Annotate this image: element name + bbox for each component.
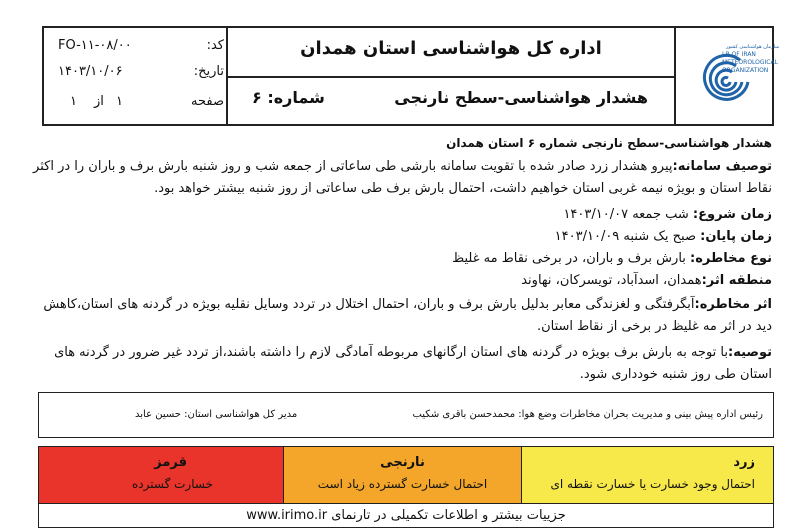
advice-text: با توجه به بارش برف بویژه در گردنه های استان ارگانهای مربوطه آمادگی لازم را داشته باشند،از تردد غیر ضرور در گردنه های استان طی روز شنبه خودداری شود. [54, 345, 772, 382]
hazard-type [27, 248, 772, 270]
impact-label: اثر مخاطره: [694, 297, 772, 312]
svg-text:سازمان هواشناسی کشور: سازمان هواشناسی کشور [726, 44, 780, 50]
advice [27, 342, 772, 386]
page-total: ۱ [70, 94, 77, 109]
legend-yellow-title: زرد [733, 455, 755, 470]
warning-number: شماره: ۶ [252, 88, 325, 107]
end-label: زمان پایان: [700, 229, 772, 244]
date-value: ۱۴۰۳/۱۰/۰۶ [58, 64, 123, 79]
code-label: کد: [206, 38, 224, 53]
page-current: ۱ [116, 94, 123, 109]
legend-yellow [521, 447, 773, 503]
page-label: صفحه [191, 94, 224, 109]
svg-text:ORGANIZATION: ORGANIZATION [722, 67, 769, 74]
impact-area [27, 270, 772, 292]
area-label: منطقه اثر: [701, 273, 772, 288]
start-time [27, 204, 772, 226]
signatures-box [38, 392, 774, 438]
meta-cell [44, 28, 230, 124]
desc-text: پیرو هشدار زرد صادر شده با تقویت سامانه بارشی طی ساعاتی از جمعه شب و روز شنبه بارش برف و باران را در اکثر نقاط استان و بویژه نیمه غربی استان خواهیم داشت، احتمال بارش برف طی ساعاتی از روز شنبه بیشتر خواهد بود. [33, 159, 772, 196]
legend-orange-title: نارنجی [380, 455, 425, 470]
director-signature: مدیر کل هواشناسی استان: حسین عابد [135, 409, 298, 420]
svg-text:METEOROLOGICAL: METEOROLOGICAL [722, 59, 778, 66]
legend-red [39, 447, 283, 503]
warning-level-legend [38, 446, 774, 528]
forecast-head-signature: رئیس اداره پیش بینی و مدیریت بحران مخاطرات وضع هوا: محمدحسن باقری شکیب [412, 409, 763, 420]
svg-text:I.R.OF IRAN: I.R.OF IRAN [722, 51, 756, 58]
page-title: اداره کل هواشناسی استان همدان [300, 38, 602, 59]
legend-orange-desc: احتمال خسارت گسترده زیاد است [317, 477, 488, 491]
start-label: زمان شروع: [692, 207, 772, 222]
document-header [42, 26, 780, 126]
desc-label: توصیف سامانه: [672, 159, 772, 174]
code-value: FO-۱۱-۰۸/۰۰ [58, 38, 132, 53]
area-text: همدان، اسدآباد، تویسرکان، نهاوند [521, 273, 702, 288]
end-time [27, 226, 772, 248]
hazard-label: نوع مخاطره: [690, 251, 772, 266]
page-of: از [94, 94, 104, 109]
impact-text: آبگرفتگی و لغزندگی معابر بدلیل بارش برف و باران، احتمال اختلال در تردد وسایل نقلیه بویژه در گردنه های استان،کاهش دید در اثر مه غلیظ در برخی از نقاط استان. [43, 297, 772, 334]
warning-subtitle: هشدار هواشناسی-سطح نارنجی [394, 88, 648, 107]
advice-label: توصیه: [728, 345, 772, 360]
logo-cell [674, 28, 780, 124]
end-text: صبح یک شنبه ۱۴۰۳/۱۰/۰۹ [554, 229, 701, 244]
hazard-text: بارش برف و باران، در برخی نقاط مه غلیظ [452, 251, 691, 266]
legend-orange [283, 447, 521, 503]
start-text: شب جمعه ۱۴۰۳/۱۰/۰۷ [563, 207, 693, 222]
title-cell [226, 28, 674, 124]
legend-red-desc: خسارت گسترده [132, 477, 213, 491]
legend-red-title: قرمز [154, 455, 187, 470]
hazard-impact [27, 294, 772, 338]
system-description [27, 156, 772, 200]
date-label: تاریخ: [193, 64, 224, 79]
meteorological-organization-logo [682, 36, 780, 120]
website-footer: جزییات بیشتر و اطلاعات تکمیلی در تارنمای www.irimo.ir [39, 503, 773, 529]
legend-yellow-desc: احتمال وجود خسارت یا خسارت نقطه ای [550, 477, 755, 491]
warning-headline: هشدار هواشناسی-سطح نارنجی شماره ۶ استان همدان [446, 136, 772, 150]
